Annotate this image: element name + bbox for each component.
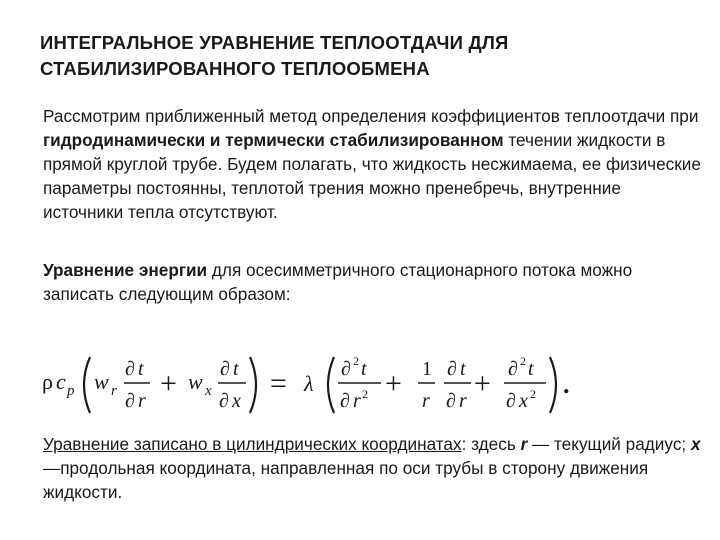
eq-frac4-one: 1 [422, 358, 432, 380]
left-paren-open [84, 357, 90, 413]
eq-plus-1: + [160, 367, 177, 400]
intro-text-end: течении жидкости в прямой круглой трубе. [43, 130, 666, 174]
radius-text: — текущий радиус; [527, 434, 691, 454]
eq-frac4-r: r [422, 390, 430, 412]
eq-frac1-t: t [138, 358, 144, 380]
eq-frac3-r: r [353, 390, 361, 412]
eq-lambda: λ [304, 371, 314, 396]
eq-frac3-r-sup: 2 [362, 387, 368, 401]
eq-frac5-t: t [460, 358, 466, 380]
eq-frac3-d: ∂ [341, 358, 351, 380]
assumptions-text: Будем полагать, что жидкость несжимаема, ее физические параметры постоянны, теплотой трения можно пренебречь, внутренние источники тепла отсутствуют. [43, 154, 701, 222]
eq-plus-2: + [385, 367, 402, 400]
intro-bold-text: гидродинамически и термически стабилизированном [43, 130, 504, 150]
intro-paragraph [43, 104, 703, 224]
energy-paragraph [43, 258, 703, 306]
eq-frac6-d: ∂ [508, 358, 518, 380]
eq-w-r: w [94, 369, 109, 394]
energy-equation [38, 345, 668, 425]
eq-frac1-d: ∂ [125, 358, 135, 380]
energy-equation-term: Уравнение энергии [43, 260, 208, 280]
eq-frac6-x: x [519, 390, 528, 412]
eq-frac2-d: ∂ [220, 358, 230, 380]
eq-frac3-d2: ∂ [340, 390, 350, 412]
eq-frac2-d2: ∂ [219, 390, 229, 412]
title-line-2: СТАБИЛИЗИРОВАННОГО ТЕПЛООБМЕНА [40, 58, 430, 79]
eq-frac3-t: t [361, 358, 367, 380]
right-paren-open [328, 357, 334, 413]
eq-frac1-r: r [138, 390, 146, 412]
eq-frac5-d2: ∂ [446, 390, 456, 412]
eq-frac5-d: ∂ [447, 358, 457, 380]
coordinates-paragraph [43, 432, 703, 504]
eq-frac3-sup: 2 [353, 354, 359, 368]
eq-rho: ρ [42, 369, 53, 394]
title-line-1: ИНТЕГРАЛЬНОЕ УРАВНЕНИЕ ТЕПЛООТДАЧИ ДЛЯ [40, 32, 509, 53]
eq-c: c [56, 369, 66, 394]
eq-w-r-sub: r [111, 383, 117, 399]
eq-frac6-d2: ∂ [506, 390, 516, 412]
eq-frac2-t: t [233, 358, 239, 380]
eq-equals: = [270, 367, 287, 400]
axial-text: —продольная координата, направленная по оси трубы в сторону движения жидкости. [43, 458, 649, 502]
r-symbol: r [520, 434, 528, 454]
right-paren-close [550, 357, 556, 413]
eq-frac6-sup: 2 [520, 354, 526, 368]
eq-w-x-sub: x [205, 383, 212, 399]
eq-frac2-x: x [232, 390, 241, 412]
eq-w-x: w [188, 369, 203, 394]
eq-plus-3: + [474, 367, 491, 400]
x-symbol: x [690, 434, 701, 454]
eq-frac5-r: r [459, 390, 467, 412]
eq-dot: . [563, 370, 570, 399]
energy-text: для осесимметричного стационарного потока можно записать следующим образом: [43, 260, 633, 304]
coordinates-text: : здесь [461, 434, 521, 454]
coordinates-underlined: Уравнение записано в цилиндрических координатах [43, 434, 462, 454]
eq-frac6-x-sup: 2 [530, 387, 536, 401]
intro-text: Рассмотрим приближенный метод определения коэффициентов теплоотдачи при [43, 106, 699, 126]
slide-title [40, 30, 680, 82]
eq-frac6-t: t [528, 358, 534, 380]
eq-frac1-d2: ∂ [125, 390, 135, 412]
eq-p-subscript: p [67, 383, 75, 399]
left-paren-close [250, 357, 256, 413]
